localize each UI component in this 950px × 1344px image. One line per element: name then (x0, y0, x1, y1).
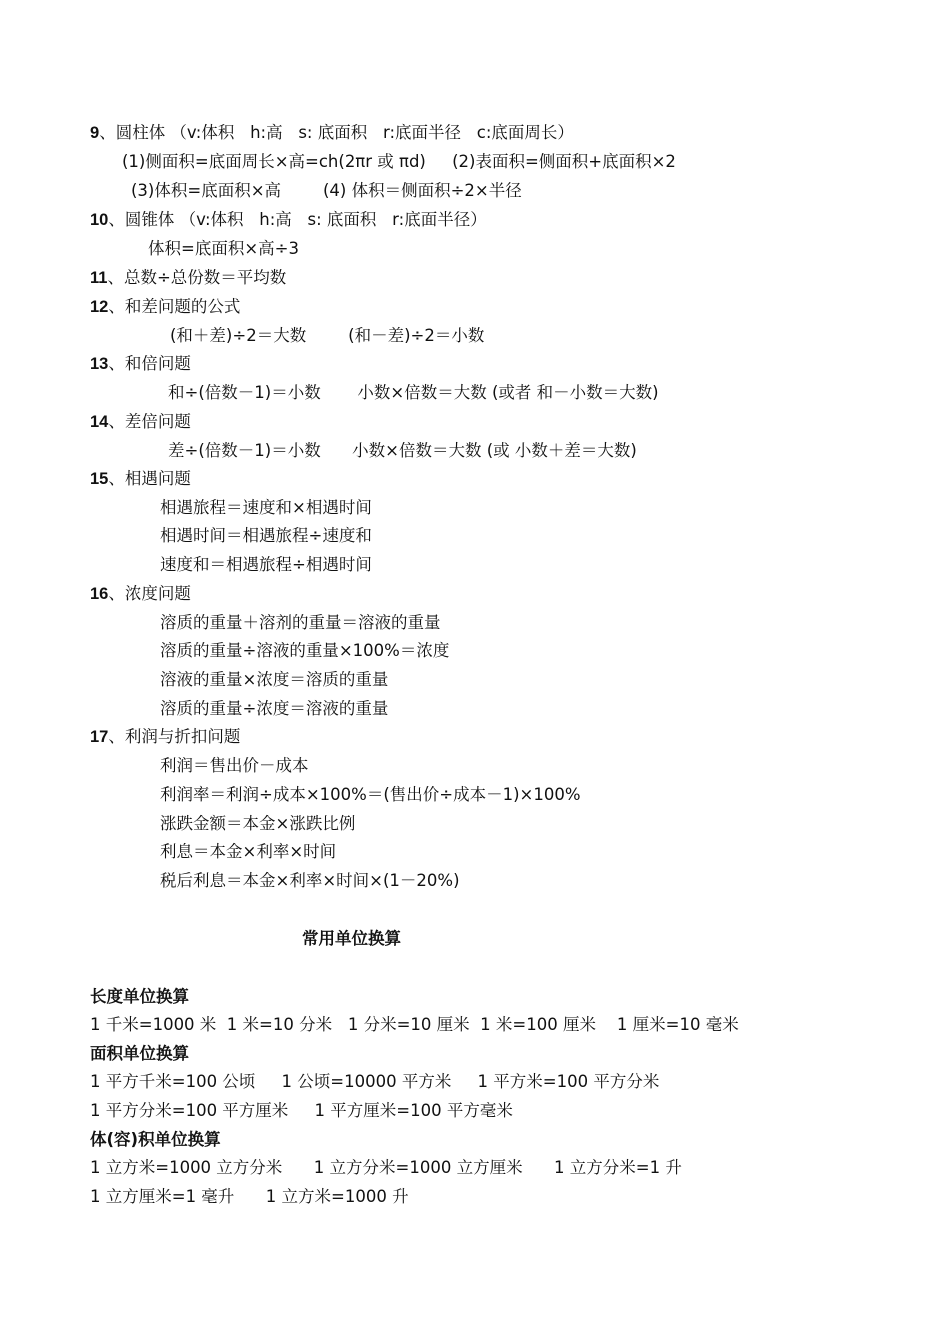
formula-line: 和÷(倍数－1)＝小数 小数×倍数＝大数 (或者 和－小数＝大数) (168, 383, 659, 402)
formula-line: 相遇时间＝相遇旅程÷速度和 (160, 526, 372, 545)
volume-units-heading: 体(容)积单位换算 (90, 1130, 221, 1149)
section-15-heading (90, 468, 191, 490)
section-title: 、和倍问题 (108, 354, 191, 373)
section-number: 16 (90, 585, 109, 603)
formula-line: (和＋差)÷2＝大数 (和－差)÷2＝小数 (170, 326, 485, 345)
formula-line: 体积=底面积×高÷3 (148, 239, 299, 258)
length-units-line: 1 千米=1000 米 1 米=10 分米 1 分米=10 厘米 1 米=100 厘米 1 厘米=10 毫米 (90, 1015, 739, 1034)
formula-line: 利息＝本金×利率×时间 (160, 842, 337, 861)
formula-line: 税后利息＝本金×利率×时间×(1－20%) (160, 871, 460, 890)
area-units-line: 1 平方分米=100 平方厘米 1 平方厘米=100 平方毫米 (90, 1101, 513, 1120)
section-title: 、差倍问题 (108, 412, 191, 431)
section-9-heading (90, 122, 574, 144)
section-17-heading (90, 726, 240, 748)
formula-line: 溶质的重量÷浓度＝溶液的重量 (160, 699, 389, 718)
section-title: 、圆柱体 （v:体积 h:高 s: 底面积 r:底面半径 c:底面周长） (99, 123, 574, 142)
volume-units-line: 1 立方米=1000 立方分米 1 立方分米=1000 立方厘米 1 立方分米=1 升 (90, 1158, 682, 1177)
section-10-heading (90, 209, 487, 231)
section-number: 11 (90, 269, 108, 287)
length-units-heading: 长度单位换算 (90, 987, 189, 1006)
section-title: 、和差问题的公式 (108, 297, 241, 316)
unit-conversion-title: 常用单位换算 (302, 929, 401, 948)
section-number: 17 (90, 728, 109, 746)
section-16-heading (90, 583, 191, 605)
section-number: 14 (90, 413, 109, 431)
area-units-heading: 面积单位换算 (90, 1044, 189, 1063)
formula-line: (3)体积=底面积×高 (4) 体积＝侧面积÷2×半径 (131, 181, 522, 200)
formula-line: 差÷(倍数－1)＝小数 小数×倍数＝大数 (或 小数＋差＝大数) (168, 441, 637, 460)
section-number: 9 (90, 124, 100, 142)
section-number: 12 (90, 298, 109, 316)
formula-line: 溶质的重量÷溶液的重量×100%＝浓度 (160, 641, 450, 660)
section-title: 、圆锥体 （v:体积 h:高 s: 底面积 r:底面半径） (108, 210, 487, 229)
formula-line: 相遇旅程＝速度和×相遇时间 (160, 498, 372, 517)
section-number: 15 (90, 470, 109, 488)
section-number: 10 (90, 211, 109, 229)
section-12-heading (90, 296, 240, 318)
section-title: 、总数÷总份数＝平均数 (107, 268, 287, 287)
section-14-heading (90, 411, 191, 433)
formula-line: (1)侧面积=底面周长×高=ch(2πr 或 πd) (2)表面积=侧面积+底面积×2 (122, 152, 676, 171)
section-13-heading (90, 353, 191, 375)
area-units-line: 1 平方千米=100 公顷 1 公顷=10000 平方米 1 平方米=100 平方分米 (90, 1072, 660, 1091)
formula-line: 涨跌金额＝本金×涨跌比例 (160, 814, 356, 833)
volume-units-line: 1 立方厘米=1 毫升 1 立方米=1000 升 (90, 1187, 409, 1206)
section-title: 、浓度问题 (108, 584, 191, 603)
section-11-heading (90, 267, 286, 289)
formula-line: 溶液的重量×浓度＝溶质的重量 (160, 670, 389, 689)
formula-line: 利润＝售出价－成本 (160, 756, 309, 775)
section-title: 、相遇问题 (108, 469, 191, 488)
formula-line: 溶质的重量＋溶剂的重量＝溶液的重量 (160, 613, 441, 632)
section-number: 13 (90, 355, 109, 373)
formula-line: 速度和＝相遇旅程÷相遇时间 (160, 555, 372, 574)
section-title: 、利润与折扣问题 (108, 727, 241, 746)
formula-line: 利润率＝利润÷成本×100%＝(售出价÷成本－1)×100% (160, 785, 581, 804)
